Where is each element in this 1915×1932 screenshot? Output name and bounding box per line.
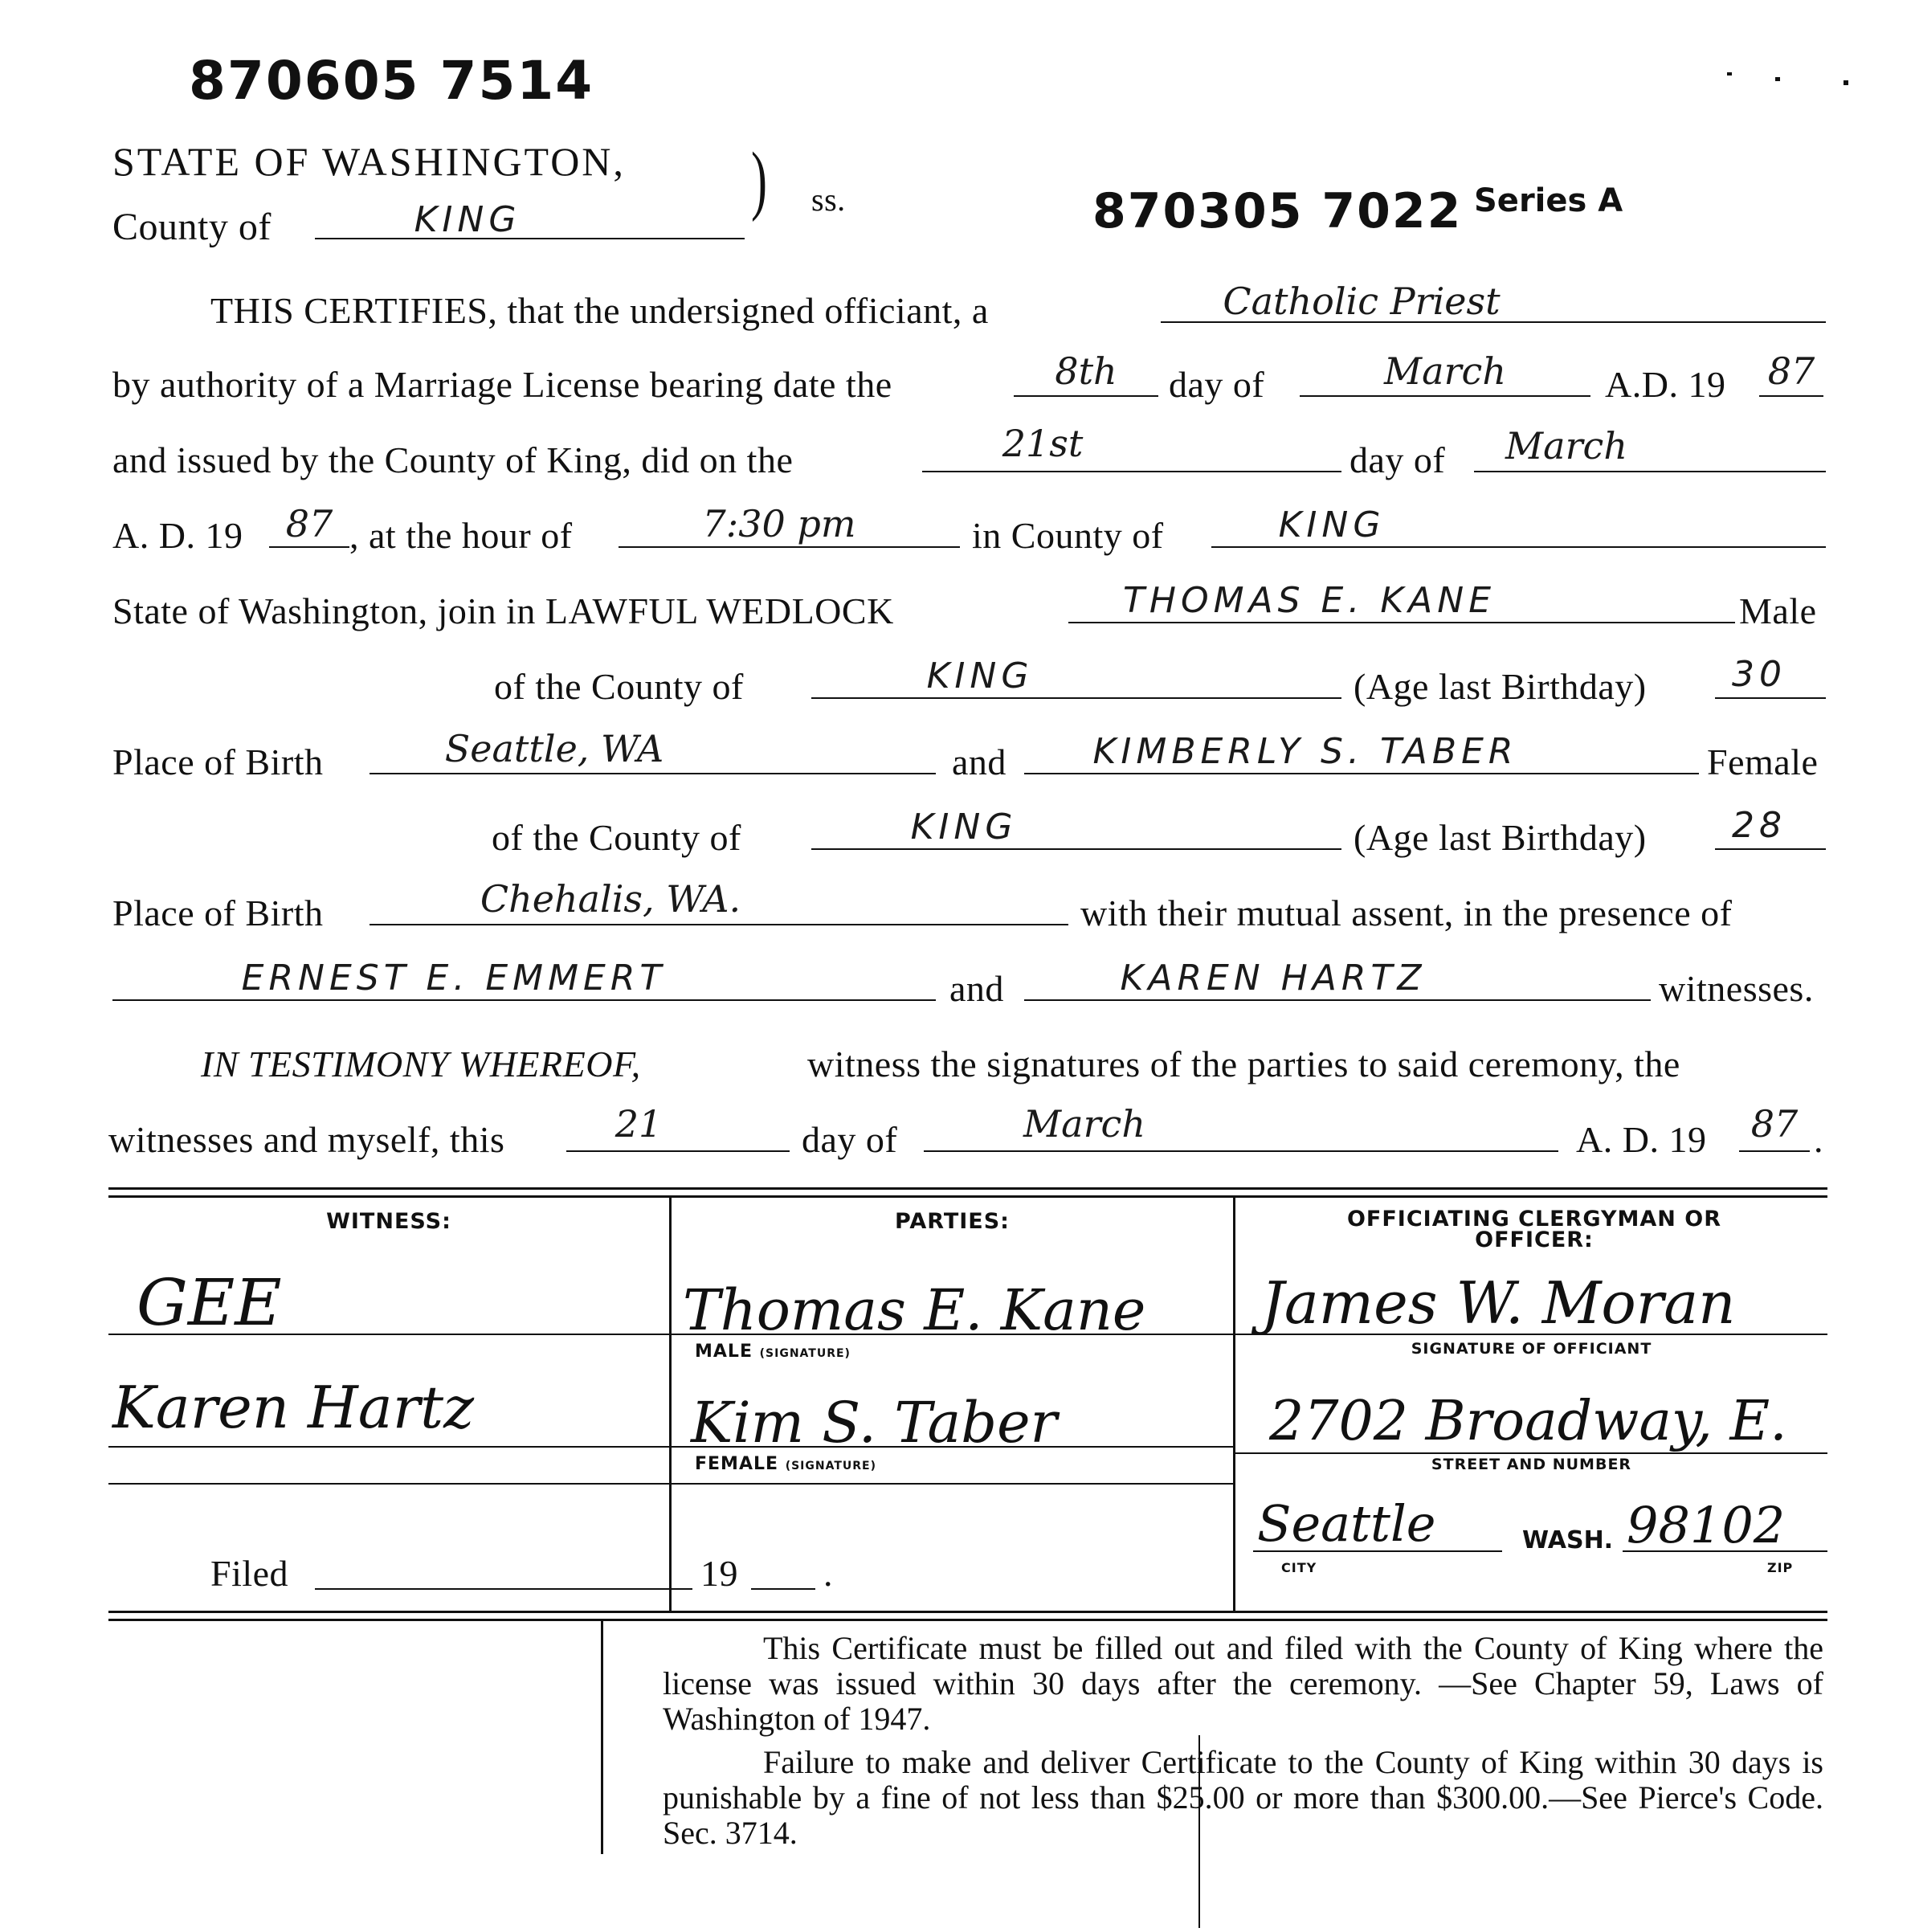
certifies-text: THIS CERTIFIES, that the undersigned officiant, a — [210, 290, 989, 331]
period: . — [1814, 1119, 1823, 1160]
county-label: County of — [112, 206, 272, 248]
filed-period: . — [823, 1553, 833, 1594]
zip-line — [1623, 1510, 1827, 1552]
female-label-text: FEMALE — [695, 1454, 779, 1474]
signature-word: (SIGNATURE) — [759, 1347, 851, 1360]
ceremony-year-value: 87 — [285, 502, 333, 545]
street-value: 2702 Broadway, E. — [1269, 1390, 1787, 1453]
witness-sig2-line — [108, 1398, 669, 1448]
ceremony-county-value: KING — [1278, 504, 1386, 545]
zip-label: ZIP — [1767, 1560, 1794, 1575]
officiant-signature: James W. Moran — [1261, 1269, 1736, 1337]
street-label: STREET AND NUMBER — [1431, 1456, 1632, 1473]
state-heading: STATE OF WASHINGTON, — [112, 139, 626, 184]
sign-month-value: March — [1023, 1102, 1145, 1146]
in-county-label: in County of — [972, 515, 1164, 556]
witness-sig3-line — [108, 1446, 669, 1485]
column-divider-2 — [1233, 1195, 1235, 1613]
zip-value: 98102 — [1627, 1496, 1786, 1554]
witness1-value: ERNEST E. EMMERT — [241, 958, 667, 999]
day-of-label: day of — [1169, 364, 1265, 405]
female-sig-line-2 — [672, 1446, 1233, 1485]
filed-label: Filed — [210, 1553, 289, 1594]
witnesses-label: witnesses. — [1659, 968, 1814, 1009]
ad-label: A.D. 19 — [1605, 364, 1726, 405]
witness-sig1-line — [108, 1285, 669, 1335]
male-name-value: THOMAS E. KANE — [1122, 580, 1496, 621]
brace-bracket: ) — [751, 137, 768, 223]
officiant-sig-line — [1235, 1285, 1827, 1335]
day-of-label-2: day of — [1349, 439, 1446, 480]
female-birth-value: Chehalis, WA. — [480, 877, 741, 921]
notice-divider — [601, 1621, 603, 1854]
ad-label-3: A. D. 19 — [1576, 1119, 1707, 1160]
ss-label: ss. — [811, 182, 846, 218]
mutual-assent-text: with their mutual assent, in the presence of — [1080, 892, 1733, 933]
witnesses-myself-text: witnesses and myself, this — [108, 1119, 505, 1160]
sign-day-value: 21 — [615, 1102, 663, 1146]
testimony-heading: IN TESTIMONY WHEREOF, — [201, 1044, 641, 1084]
and-label-2: and — [949, 968, 1004, 1009]
male-sig-line — [672, 1285, 1233, 1335]
wash-label: WASH. — [1522, 1526, 1614, 1554]
of-county-label-2: of the County of — [492, 817, 741, 858]
ad-label-2: A. D. 19 — [112, 515, 243, 556]
county-value: KING — [414, 199, 521, 240]
top-record-number: 870605 7514 — [189, 50, 594, 112]
female-place-birth-label: Place of Birth — [112, 892, 324, 933]
age-label-2: (Age last Birthday) — [1354, 817, 1647, 858]
double-rule-bottom — [108, 1611, 1827, 1613]
and-label: and — [952, 741, 1006, 782]
witness-column-heading: WITNESS: — [326, 1209, 451, 1234]
city-value: Seattle — [1257, 1494, 1436, 1553]
ceremony-day-value: 21st — [1002, 422, 1084, 465]
testimony-text: witness the signatures of the parties to said ceremony, the — [807, 1044, 1680, 1084]
female-county-value: KING — [910, 807, 1018, 848]
speck — [1775, 77, 1780, 81]
series-label: Series A — [1474, 182, 1623, 219]
male-place-birth-label: Place of Birth — [112, 741, 324, 782]
double-rule-bottom-2 — [108, 1619, 1827, 1621]
witness2-value: KAREN HARTZ — [1120, 958, 1427, 999]
male-county-value: KING — [926, 656, 1034, 696]
age-label: (Age last Birthday) — [1354, 666, 1647, 707]
issued-text: and issued by the County of King, did on the — [112, 439, 794, 480]
sign-year-value: 87 — [1750, 1102, 1799, 1146]
male-signature-label — [695, 1342, 851, 1362]
authority-text: by authority of a Marriage License bearing date the — [112, 364, 892, 405]
city-label: CITY — [1281, 1560, 1317, 1575]
day-of-label-3: day of — [802, 1119, 898, 1160]
parties-column-heading: PARTIES: — [895, 1209, 1010, 1234]
female-signature: Kim S. Taber — [691, 1390, 1057, 1456]
male-signature: Thomas E. Kane — [683, 1277, 1146, 1343]
certificate-number: 870305 7022 — [1092, 183, 1463, 239]
officer-column-heading: OFFICIATING CLERGYMAN OR OFFICER: — [1346, 1207, 1722, 1252]
license-month-value: March — [1384, 349, 1506, 393]
ceremony-hour-value: 7:30 pm — [702, 502, 856, 545]
license-year-value: 87 — [1767, 349, 1815, 393]
witness-signature-1: GEE — [137, 1265, 282, 1340]
speck — [1844, 80, 1848, 85]
female-sig-line — [672, 1398, 1233, 1448]
male-age-value: 30 — [1732, 654, 1786, 695]
license-day-value: 8th — [1055, 349, 1117, 393]
filed-year-line — [751, 1546, 815, 1590]
officiant-type-value: Catholic Priest — [1223, 280, 1501, 323]
male-label: Male — [1739, 590, 1817, 631]
witness-signature-2: Karen Hartz — [112, 1374, 474, 1441]
filed-19-label: 19 — [700, 1553, 738, 1594]
male-birth-value: Seattle, WA — [444, 727, 664, 770]
female-name-value: KIMBERLY S. TABER — [1092, 731, 1518, 772]
city-line — [1253, 1510, 1502, 1552]
signature-word-2: (SIGNATURE) — [785, 1460, 877, 1472]
wedlock-text: State of Washington, join in LAWFUL WEDLOCK — [112, 590, 894, 631]
street-line — [1235, 1406, 1827, 1454]
officiant-label: SIGNATURE OF OFFICIANT — [1411, 1340, 1652, 1358]
filed-line — [315, 1546, 692, 1590]
speck — [1727, 72, 1732, 76]
ceremony-month-value: March — [1505, 424, 1627, 468]
at-hour-label: , at the hour of — [349, 515, 573, 556]
of-county-label: of the County of — [494, 666, 744, 707]
female-label: Female — [1707, 741, 1819, 782]
notice-paragraph-1: This Certificate must be filled out and filed with the County of King where the license was issued within 30 days after the ceremony. —See Chapter 59, Laws of Washington of 1947. — [663, 1630, 1823, 1737]
male-label-text: MALE — [695, 1342, 753, 1362]
double-rule-top — [108, 1187, 1827, 1190]
female-age-value: 28 — [1732, 805, 1786, 846]
double-rule-top-2 — [108, 1195, 1827, 1198]
notice-paragraph-2: Failure to make and deliver Certificate to the County of King within 30 days is punishable by a fine of not less than $25.00 or more than $300.00.—See Pierce's Code. Sec. 3714. — [663, 1744, 1823, 1851]
